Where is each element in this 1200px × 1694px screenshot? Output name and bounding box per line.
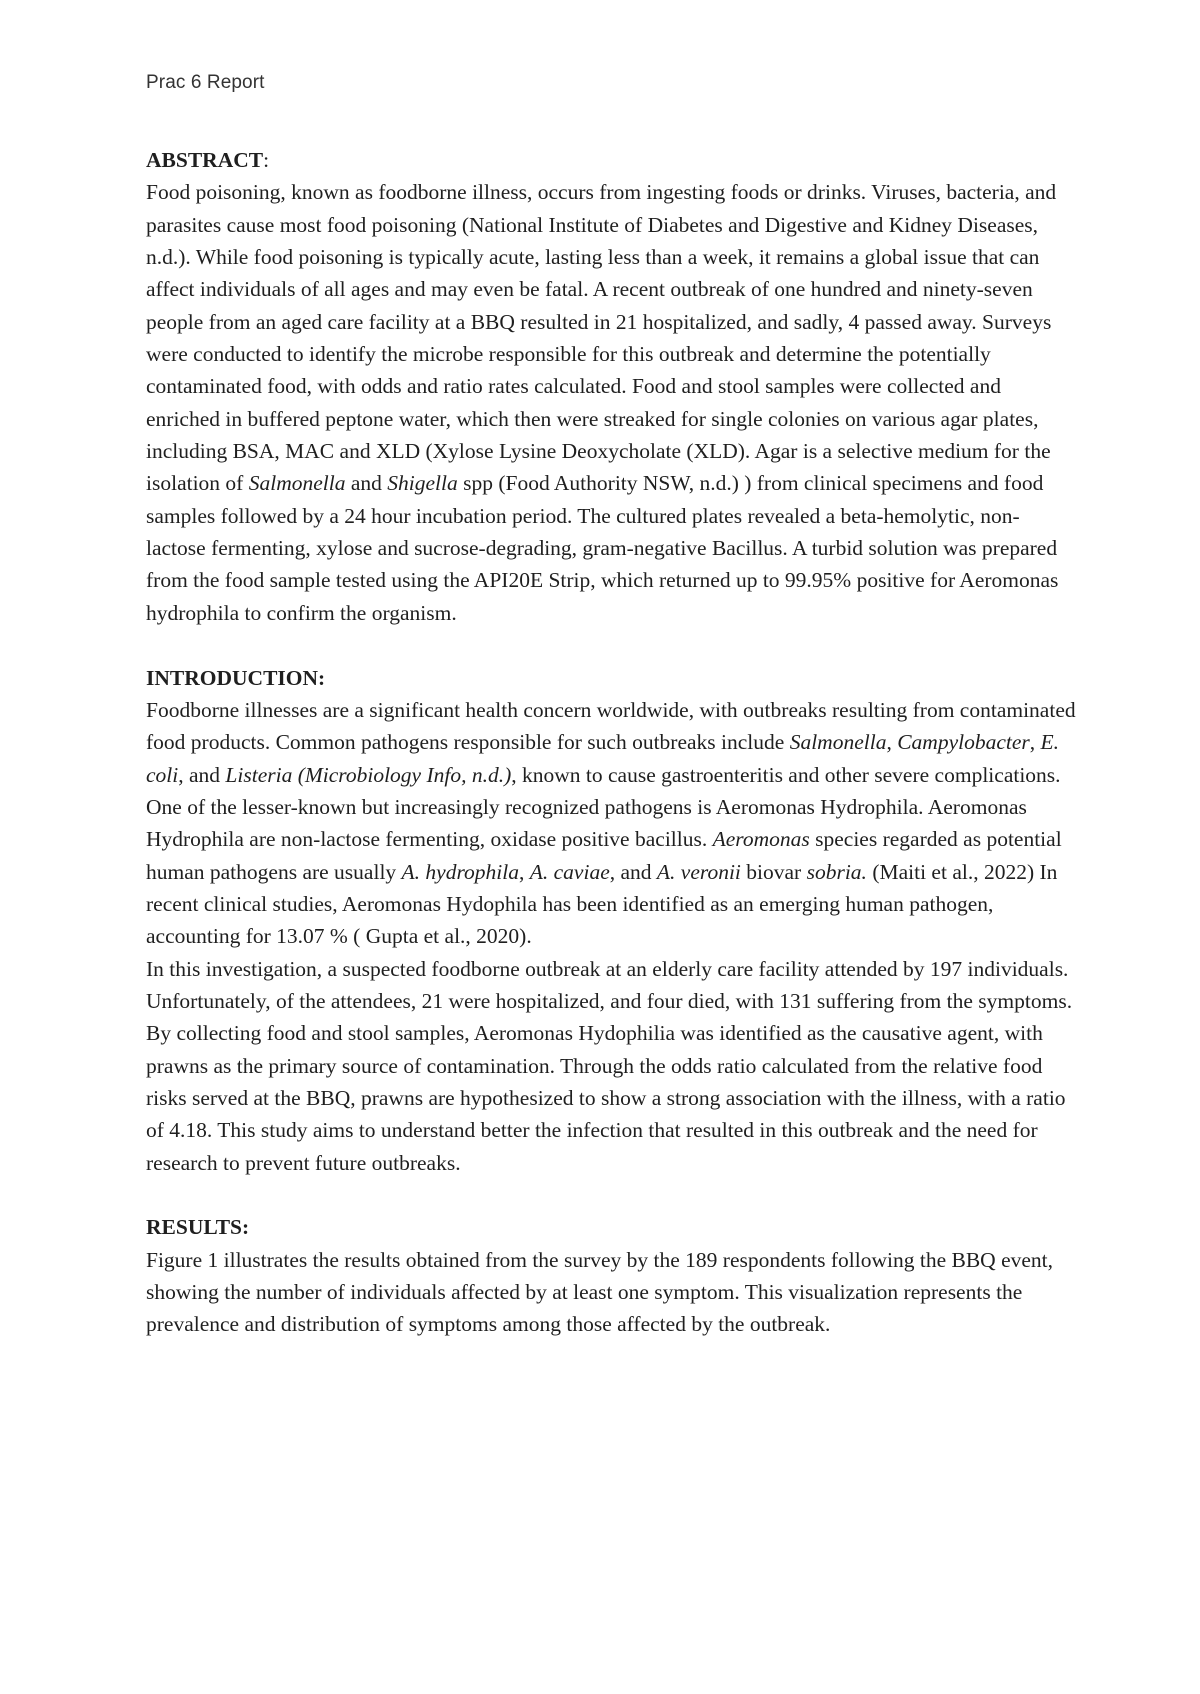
intro-italic-a-caviae: A. caviae: [529, 859, 610, 884]
abstract-text: spp (Food Authority NSW, n.d.) ) from clinical specimens and food samples followed by a 24 hour incubation period. The cultured plates revealed a beta-hemolytic, non-lactose fermenting, xylose and sucrose-degrading, gram-negative Bacillus. A turbid solution was prepared from the food sample tested using the API20E Strip, which returned up to 99.95% positive for Aeromonas hydrophila to confirm the organism.: [146, 471, 1059, 625]
results-section: [146, 1211, 1076, 1340]
intro-text: ,: [519, 859, 530, 884]
intro-text: , and: [178, 762, 226, 787]
intro-text: ,: [1029, 730, 1041, 755]
abstract-section: [146, 144, 1076, 629]
abstract-heading-text: ABSTRACT: [146, 148, 264, 172]
abstract-heading-colon: :: [263, 148, 270, 172]
intro-italic-campylobacter: Campylobacter: [897, 730, 1030, 755]
introduction-section: [146, 662, 1076, 1180]
intro-text: biovar: [740, 859, 807, 884]
intro-text: , and: [609, 859, 657, 884]
abstract-text: and: [345, 471, 388, 496]
abstract-italic-salmonella: Salmonella: [248, 471, 346, 496]
abstract-text: Food poisoning, known as foodborne illness, occurs from ingesting foods or drinks. Viruses, bacteria, and parasites cause most food poisoning (National Institute of Diabetes and Digestive and Kidney Diseases, n.d.). While food poisoning is typically acute, lasting less than a week, it remains a global issue that can affect individuals of all ages and may even be fatal. A recent outbreak of one hundred and ninety-seven people from an aged care facility at a BBQ resulted in 21 hospitalized, and sadly, 4 passed away. Surveys were conducted to identify the microbe responsible for this outbreak and determine the potentially contaminated food, with odds and ratio rates calculated. Food and stool samples were collected and enriched in buffered peptone water, which then were streaked for single colonies on various agar plates, including BSA, MAC and XLD (Xylose Lysine Deoxycholate (XLD). Agar is a selective medium for the isolation of: [146, 180, 1057, 496]
results-heading: RESULTS:: [146, 1215, 250, 1240]
intro-text: Foodborne illnesses are a significant health concern worldwide, with outbreaks resulting from contaminated food products. Common pathogens responsible for such outbreaks include: [146, 697, 1076, 755]
intro-italic-sobria: sobria.: [806, 859, 867, 884]
intro-text: (Maiti et al., 2022) In recent clinical studies, Aeromonas Hydophila has been identified as an emerging human pathogen, accounting for 13.07 % ( Gupta et al., 2020).: [146, 859, 1058, 949]
document-body: [146, 144, 1076, 1341]
page-header: Prac 6 Report: [146, 72, 265, 93]
intro-italic-listeria-citation: Listeria (Microbiology Info, n.d.): [225, 762, 512, 787]
intro-italic-aeromonas: Aeromonas: [712, 827, 810, 852]
abstract-paragraph: [146, 176, 1076, 629]
results-paragraph-1: Figure 1 illustrates the results obtained from the survey by the 189 respondents following the BBQ event, showing the number of individuals affected by at least one symptom. This visualization represents the prevalence and distribution of symptoms among those affected by the outbreak.: [146, 1247, 1054, 1337]
introduction-heading: INTRODUCTION:: [146, 665, 326, 690]
abstract-italic-shigella: Shigella: [387, 471, 458, 496]
intro-italic-ecoli: E. coli: [146, 730, 1060, 787]
introduction-paragraph-1: [146, 694, 1076, 953]
intro-italic-a-veronii: A. veronii: [656, 859, 741, 884]
intro-text: , known to cause gastroenteritis and other severe complications. One of the lesser-known but increasingly recognized pathogens is Aeromonas Hydrophila. Aeromonas Hydrophila are non-lactose fermenting, oxidase positive bacillus.: [146, 762, 1061, 852]
intro-text: species regarded as potential human pathogens are usually: [146, 827, 1062, 884]
intro-italic-salmonella: Salmonella: [789, 730, 887, 755]
introduction-paragraph-2: In this investigation, a suspected foodborne outbreak at an elderly care facility attended by 197 individuals. Unfortunately, of the attendees, 21 were hospitalized, and four died, with 131 suffering from the symptoms. By collecting food and stool samples, Aeromonas Hydophilia was identified as the causative agent, with prawns as the primary source of contamination. Through the odds ratio calculated from the relative food risks served at the BBQ, prawns are hypothesized to show a strong association with the illness, with a ratio of 4.18. This study aims to understand better the infection that resulted in this outbreak and the need for research to prevent future outbreaks.: [146, 956, 1073, 1175]
abstract-heading: [146, 144, 1076, 176]
intro-text: ,: [886, 730, 898, 755]
intro-italic-a-hydrophila: A. hydrophila: [401, 859, 519, 884]
